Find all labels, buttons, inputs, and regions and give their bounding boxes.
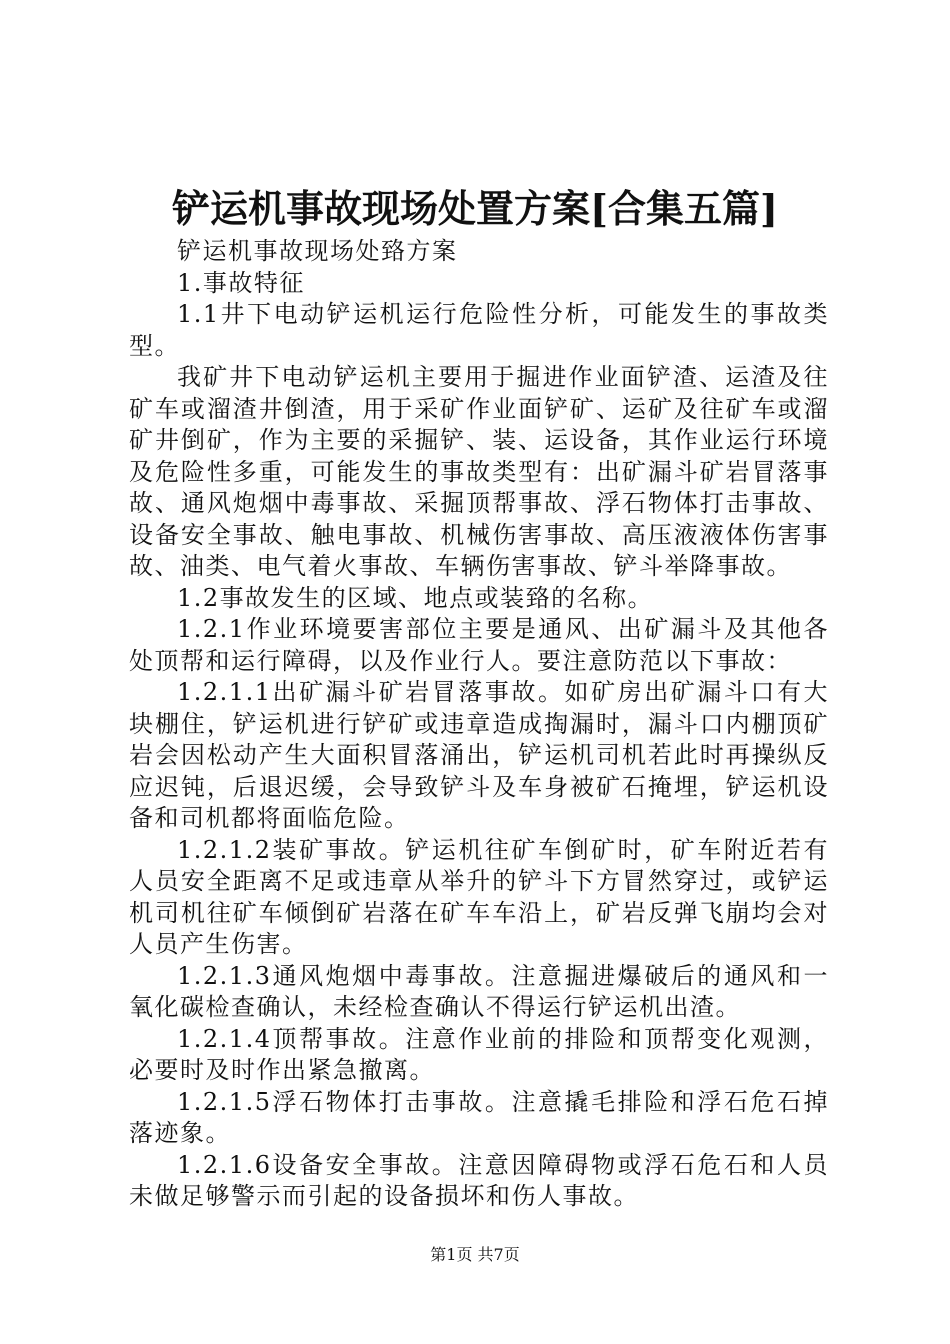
paragraph: 我矿井下电动铲运机主要用于掘进作业面铲渣、运渣及往矿车或溜渣井倒渣，用于采矿作业面铲矿、运矿及往矿车或溜矿井倒矿，作为主要的采掘铲、装、运设备，其作业运行环境及危险性多重，可能发生的事故类型有：出矿漏斗矿岩冒落事故、通风炮烟中毒事故、采掘顶帮事故、浮石物体打击事故、设备安全事故、触电事故、机械伤害事故、高压液液体伤害事故、油类、电气着火事故、车辆伤害事故、铲斗举降事故。 (129, 363, 829, 580)
paragraph: 1.2事故发生的区域、地点或装臵的名称。 (177, 583, 654, 612)
paragraph: 1.2.1.4顶帮事故。注意作业前的排险和顶帮变化观测，必要时及时作出紧急撤离。 (129, 1024, 829, 1084)
paragraph: 铲运机事故现场处臵方案 (177, 237, 458, 265)
document-body (129, 236, 829, 1213)
paragraph: 1.2.1.6设备安全事故。注意因障碍物或浮石危石和人员未做足够警示而引起的设备损坏和伤人事故。 (129, 1150, 829, 1210)
page-footer: 第1页 共7页 (430, 1245, 520, 1264)
paragraph: 1.2.1作业环境要害部位主要是通风、出矿漏斗及其他各处顶帮和运行障碍，以及作业行人。要注意防范以下事故： (129, 615, 829, 675)
paragraph: 1.2.1.2装矿事故。铲运机往矿车倒矿时，矿车附近若有人员安全距离不足或违章从举升的铲斗下方冒然穿过，或铲运机司机往矿车倾倒矿岩落在矿车车沿上，矿岩反弹飞崩均会对人员产生伤害。 (129, 835, 829, 958)
document-title: 铲运机事故现场处置方案[合集五篇] (172, 186, 778, 231)
paragraph: 1.事故特征 (177, 268, 305, 297)
paragraph: 1.1井下电动铲运机运行危险性分析，可能发生的事故类型。 (129, 300, 829, 360)
paragraph: 1.2.1.1出矿漏斗矿岩冒落事故。如矿房出矿漏斗口有大块棚住，铲运机进行铲矿或违章造成掏漏时，漏斗口内棚顶矿岩会因松动产生大面积冒落涌出，铲运机司机若此时再操纵反应迟钝，后退迟缓，会导致铲斗及车身被矿石掩埋，铲运机设备和司机都将面临危险。 (129, 678, 829, 832)
paragraph: 1.2.1.5浮石物体打击事故。注意撬毛排险和浮石危石掉落迹象。 (129, 1087, 829, 1147)
paragraph: 1.2.1.3通风炮烟中毒事故。注意掘进爆破后的通风和一氧化碳检查确认，未经检查确认不得运行铲运机出渣。 (129, 961, 829, 1021)
